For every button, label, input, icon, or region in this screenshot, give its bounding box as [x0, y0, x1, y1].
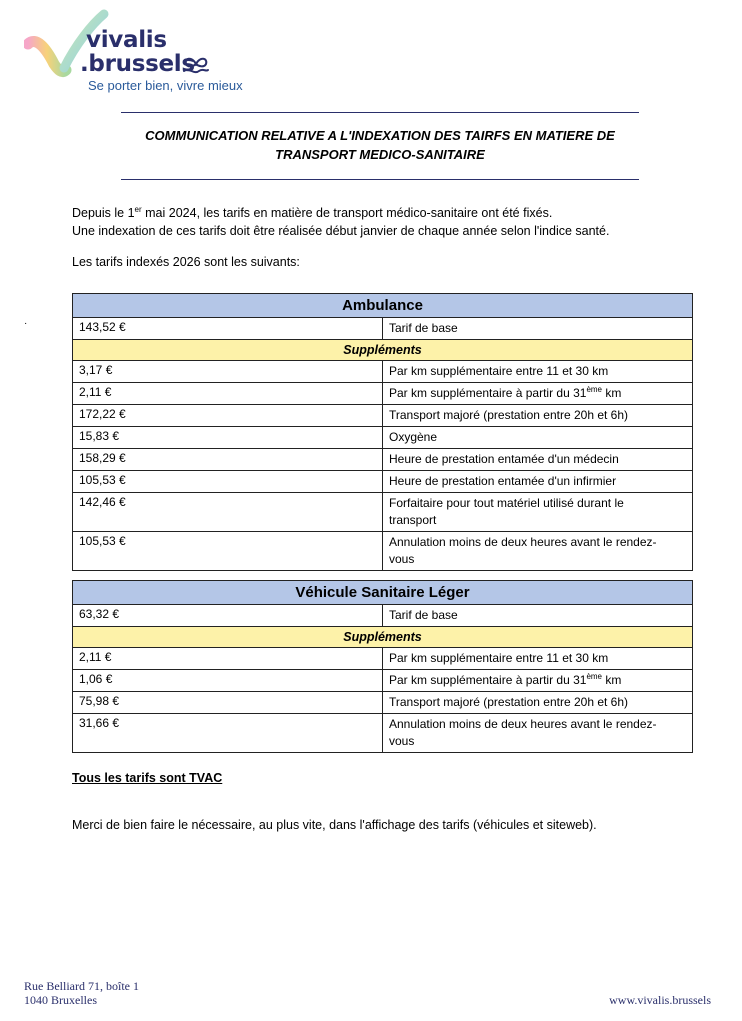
table-row — [73, 383, 693, 405]
price-cell: 172,22 € — [73, 405, 383, 427]
price-cell: 158,29 € — [73, 449, 383, 471]
description-cell — [383, 714, 693, 753]
price-cell: 105,53 € — [73, 471, 383, 493]
table-row — [73, 427, 693, 449]
title-line-2: TRANSPORT MEDICO-SANITAIRE — [275, 147, 485, 162]
table-row — [73, 670, 693, 692]
description-text: Par km supplémentaire à partir du 31 — [389, 673, 587, 687]
address-line-1: Rue Belliard 71, boîte 1 — [24, 979, 139, 993]
description-line: Forfaitaire pour tout matériel utilisé durant le — [389, 496, 624, 510]
description-cell — [383, 383, 693, 405]
ambulance-heading: Ambulance — [73, 294, 693, 318]
title-bottom-rule — [121, 179, 639, 180]
description-cell: Par km supplémentaire entre 11 et 30 km — [383, 648, 693, 670]
intro-superscript: er — [134, 204, 142, 214]
table-row — [73, 361, 693, 383]
tarifs-lead: Les tarifs indexés 2026 sont les suivants: — [72, 255, 300, 269]
table-row — [73, 493, 693, 532]
intro-text: mai 2024, les tarifs en matière de transport médico-sanitaire ont été fixés. — [141, 206, 553, 220]
description-superscript: ème — [586, 385, 602, 394]
description-cell: Heure de prestation entamée d'un infirmier — [383, 471, 693, 493]
price-cell: 2,11 € — [73, 648, 383, 670]
description-cell: Oxygène — [383, 427, 693, 449]
supplements-heading: Suppléments — [73, 340, 693, 361]
table-row — [73, 532, 693, 571]
table-row — [73, 714, 693, 753]
description-line: vous — [389, 734, 415, 748]
document-title — [121, 126, 639, 164]
brand-name-line2: .brussels — [80, 51, 195, 77]
description-cell: Heure de prestation entamée d'un médecin — [383, 449, 693, 471]
address-line-2: 1040 Bruxelles — [24, 993, 97, 1007]
price-cell: 63,32 € — [73, 605, 383, 627]
footer-website-link[interactable]: www.vivalis.brussels — [609, 993, 711, 1007]
price-cell: 1,06 € — [73, 670, 383, 692]
intro-paragraph — [72, 204, 609, 240]
description-cell: Transport majoré (prestation entre 20h et 6h) — [383, 692, 693, 714]
description-cell — [383, 532, 693, 571]
price-cell: 15,83 € — [73, 427, 383, 449]
description-cell — [383, 493, 693, 532]
description-line: Annulation moins de deux heures avant le rendez- — [389, 535, 657, 549]
price-cell: 143,52 € — [73, 318, 383, 340]
vsl-heading: Véhicule Sanitaire Léger — [73, 581, 693, 605]
footer-address — [24, 979, 139, 1007]
table-row — [73, 471, 693, 493]
description-text: km — [602, 673, 622, 687]
tvac-note: Tous les tarifs sont TVAC — [72, 771, 223, 785]
intro-line-2: Une indexation de ces tarifs doit être réalisée début janvier de chaque année selon l'indice santé. — [72, 224, 610, 238]
supplements-heading: Suppléments — [73, 627, 693, 648]
brand-tagline: Se porter bien, vivre mieux — [88, 78, 243, 93]
description-cell: Par km supplémentaire entre 11 et 30 km — [383, 361, 693, 383]
table-row — [73, 405, 693, 427]
title-line-1: COMMUNICATION RELATIVE A L'INDEXATION DES TAIRFS EN MATIERE DE — [145, 128, 615, 143]
description-text: km — [602, 386, 622, 400]
table-row — [73, 648, 693, 670]
price-cell: 3,17 € — [73, 361, 383, 383]
description-superscript: ème — [586, 672, 602, 681]
table-row — [73, 692, 693, 714]
description-cell — [383, 670, 693, 692]
vsl-tarifs-table — [72, 580, 693, 753]
price-cell: 105,53 € — [73, 532, 383, 571]
closing-note: Merci de bien faire le nécessaire, au plus vite, dans l'affichage des tarifs (véhicules et siteweb). — [72, 818, 597, 832]
vivalis-logo — [24, 4, 264, 94]
price-cell: 31,66 € — [73, 714, 383, 753]
table-row — [73, 449, 693, 471]
description-cell: Transport majoré (prestation entre 20h et 6h) — [383, 405, 693, 427]
price-cell: 142,46 € — [73, 493, 383, 532]
description-line: Annulation moins de deux heures avant le rendez- — [389, 717, 657, 731]
price-cell: 2,11 € — [73, 383, 383, 405]
heart-wave-icon — [182, 54, 210, 76]
ambulance-tarifs-table — [72, 293, 693, 571]
stray-bullet: · — [24, 318, 28, 329]
description-text: Par km supplémentaire à partir du 31 — [389, 386, 587, 400]
intro-text: Depuis le 1 — [72, 206, 135, 220]
table-row — [73, 605, 693, 627]
description-cell: Tarif de base — [383, 318, 693, 340]
title-top-rule — [121, 112, 639, 113]
description-line: vous — [389, 552, 415, 566]
description-cell: Tarif de base — [383, 605, 693, 627]
description-line: transport — [389, 513, 437, 527]
price-cell: 75,98 € — [73, 692, 383, 714]
brand-name-line1: vivalis — [86, 27, 167, 53]
table-row — [73, 318, 693, 340]
